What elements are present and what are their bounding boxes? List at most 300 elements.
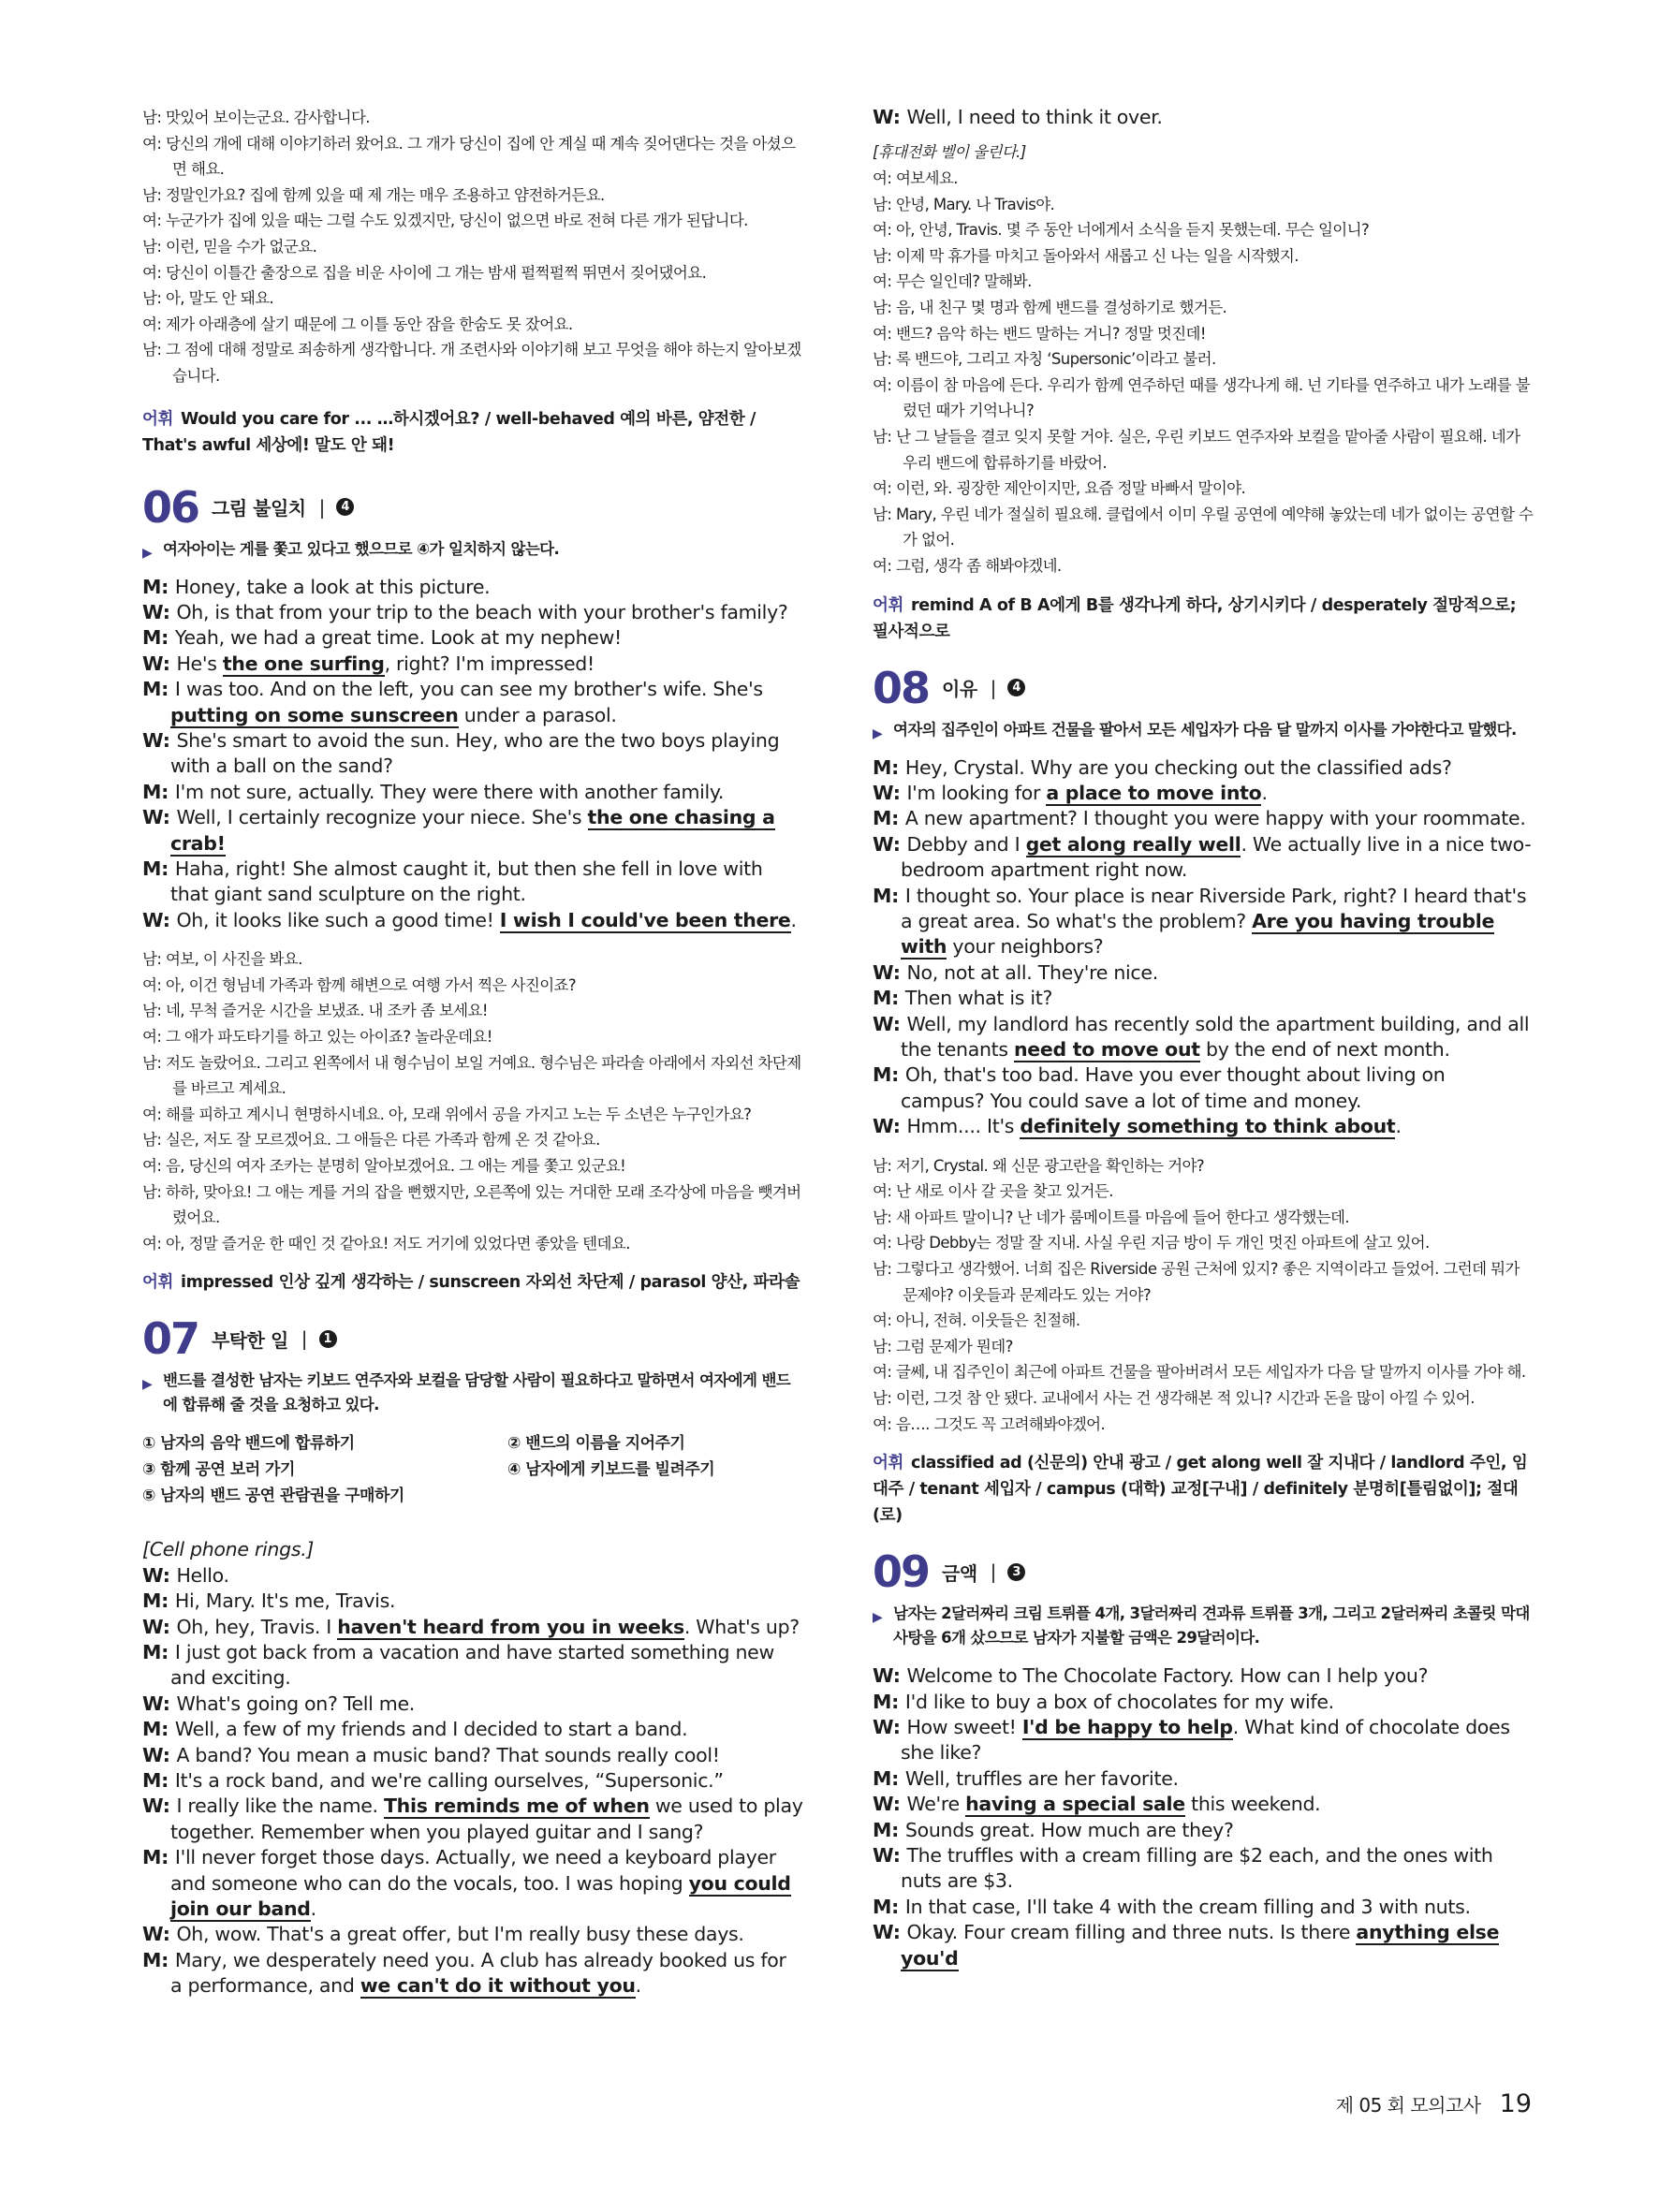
translation-line: 여: 아, 정말 즐거운 한 때인 것 같아요! 저도 거기에 있었다면 좋았을 텐데요.: [142, 1234, 630, 1252]
translation-line: 남: 안녕, Mary. 나 Travis야.: [873, 195, 1055, 213]
speaker-colon: :: [892, 1664, 907, 1688]
explanation-text: 여자아이는 게를 쫓고 있다고 했으므로 ④가 일치하지 않는다.: [163, 539, 560, 558]
vocab-text: classified ad (신문의) 안내 광고 / get along well 잘 지내다 / landlord 주인, 임대주 / tenant 세입자 / campus (대학) 교정[구내] / definitely 분명히[틀림없이]; 절대(로): [873, 1454, 1528, 1526]
explanation-text: 밴드를 결성한 남자는 키보드 연주자와 보컬을 담당할 사람이 필요하다고 말하면서 여자에게 밴드에 합류해 줄 것을 요청하고 있다.: [163, 1371, 791, 1414]
dialogue-text: Well, I need to think it over.: [906, 106, 1163, 128]
dialogue-text: Oh, is that from your trip to the beach with your brother's family?: [176, 600, 788, 623]
speaker-label: W: [142, 1923, 163, 1946]
translation-line: 남: 실은, 저도 잘 모르겠어요. 그 애들은 다른 가족과 함께 온 것 같아요.: [142, 1131, 600, 1150]
dialogue-text: I'm looking for: [906, 781, 1047, 804]
footer-title: 제 05 회 모의고사: [1335, 2094, 1481, 2117]
speaker-colon: :: [891, 1063, 905, 1087]
speaker-label: W: [873, 1115, 893, 1138]
dialogue-text: we used to play together. Remember when you played guitar and I sang?: [170, 1795, 803, 1843]
explanation: [873, 1602, 1534, 1650]
translation-line: 남: 새 아파트 말이니? 난 네가 룸메이트를 마음에 들어 한다고 생각했는데.: [873, 1208, 1350, 1226]
section-title: 부탁한 일: [212, 1328, 288, 1352]
dialogue-text: No, not at all. They're nice.: [906, 960, 1158, 984]
translation-line: 남: 아, 말도 안 돼요.: [142, 289, 274, 308]
speaker-label: W: [142, 908, 163, 931]
translation-line: 남: 정말인가요? 집에 함께 있을 때 제 개는 매우 조용하고 얌전하거든요.: [142, 185, 605, 204]
dialogue-line: [873, 986, 1534, 1011]
dialogue-line: [142, 1794, 803, 1845]
dialogue-text: Debby and I: [906, 832, 1026, 856]
dialogue-line: [873, 1715, 1534, 1766]
dialogue-text: I'll never forget those days. Actually, we need a keyboard player and someone who can do the vocals, too. I was hoping: [170, 1846, 776, 1895]
dialogue-line: [873, 1818, 1534, 1843]
translation-line: 여: 이런, 와. 굉장한 제안이지만, 요즘 정말 바빠서 말이야.: [873, 479, 1246, 498]
dialogue-text: Oh, wow. That's a great offer, but I'm really busy these days.: [176, 1923, 744, 1946]
dialogue-text: Oh, hey, Travis. I: [176, 1615, 338, 1638]
speaker-label: M: [142, 780, 162, 803]
translation-line: 여: 해를 피하고 계시니 현명하시네요. 아, 모래 위에서 공을 가지고 노는 두 소년은 누구인가요?: [142, 1105, 752, 1123]
speaker-label: M: [873, 884, 892, 907]
answer-badge: 4: [1007, 679, 1025, 696]
triangle-icon: ▶: [142, 545, 153, 561]
translation-line: 여: 아, 안녕, Travis. 몇 주 동안 너에게서 소식을 듣지 못했는데. 무슨 일이니?: [873, 221, 1370, 240]
translation-line: 남: 저도 놀랐어요. 그리고 왼쪽에서 내 형수님이 보일 거예요. 형수님은 파라솔 아래에서 자외선 차단제를 바르고 계세요.: [142, 1053, 801, 1098]
dialogue-text: .: [1261, 781, 1268, 804]
dialogue-08: [873, 755, 1534, 1140]
speaker-label: M: [142, 575, 162, 598]
section-title: 금액: [942, 1561, 977, 1585]
speaker-colon: :: [162, 1743, 177, 1766]
dialogue-text: Okay. Four cream filling and three nuts. Is there: [906, 1921, 1357, 1944]
left-column: [142, 105, 803, 2000]
dialogue-text: I thought so. Your place is near Riverside Park, right? I heard that's a great area. So what's the problem?: [901, 884, 1527, 932]
section-06-header: [142, 481, 803, 534]
speaker-colon: :: [891, 755, 905, 779]
dialogue-text: .: [790, 908, 797, 931]
dialogue-line: [873, 1663, 1534, 1689]
translation-line: 남: 그 점에 대해 정말로 죄송하게 생각합니다. 개 조련사와 이야기해 보고 무엇을 해야 하는지 알아보겠습니다.: [142, 341, 801, 385]
speaker-colon: :: [161, 575, 175, 598]
speaker-colon: :: [892, 1715, 907, 1738]
speaker-label: M: [142, 1640, 162, 1663]
section-number: 07: [142, 1313, 199, 1365]
speaker-label: M: [142, 1718, 162, 1741]
speaker-colon: :: [162, 1615, 177, 1638]
key-expression: a place to move into: [1046, 781, 1262, 804]
dialogue-line: [873, 1843, 1534, 1895]
speaker-label: M: [142, 1846, 162, 1869]
speaker-colon: :: [891, 807, 905, 830]
key-expression: haven't heard from you in weeks: [337, 1615, 684, 1638]
vocab-07: [873, 593, 1534, 645]
vocab-08: [873, 1450, 1534, 1529]
speaker-colon: :: [161, 626, 175, 650]
speaker-colon: :: [162, 1795, 177, 1818]
section-number: 09: [873, 1546, 930, 1598]
speaker-label: W: [873, 1664, 893, 1688]
dialogue-line: [142, 1717, 803, 1742]
speaker-colon: :: [891, 1766, 905, 1790]
section-09-header: [873, 1545, 1534, 1598]
speaker-label: M: [142, 678, 162, 701]
dialogue-line: [142, 780, 803, 805]
dialogue-text: . What's up?: [683, 1615, 800, 1638]
dialogue-text: . What kind of chocolate does she like?: [901, 1715, 1510, 1765]
key-expression: the one surfing: [222, 652, 385, 675]
speaker-label: W: [873, 781, 893, 804]
vocab-text: Would you care for ... …하시겠어요? / well-behaved 예의 바른, 얌전한 / That's awful 세상에! 말도 안 돼!: [142, 409, 756, 455]
key-expression: anything else you'd: [901, 1921, 1500, 1970]
speaker-colon: :: [892, 1012, 907, 1035]
dialogue-text: She's smart to avoid the sun. Hey, who are the two boys playing with a ball on the sand?: [170, 728, 780, 778]
dialogue-text: Mary, we desperately need you. A club has already booked us for a performance, and: [170, 1948, 786, 1998]
key-expression: I wish I could've been there: [499, 908, 791, 931]
translation-line: 여: 누군가가 집에 있을 때는 그럴 수도 있겠지만, 당신이 없으면 바로 전혀 다른 개가 된답니다.: [142, 212, 748, 230]
dialogue-text: under a parasol.: [458, 703, 617, 726]
speaker-label: W: [142, 1563, 163, 1587]
key-expression: definitely something to think about: [1020, 1115, 1396, 1138]
dialogue-line: [873, 806, 1534, 831]
dialogue-text: We're: [906, 1793, 966, 1816]
kr-06: [142, 946, 803, 1256]
key-expression: having a special sale: [965, 1793, 1185, 1816]
dialogue-line: [873, 1895, 1534, 1920]
translation-line: 남: 난 그 날들을 결코 잊지 못할 거야. 실은, 우린 키보드 연주자와 보컬을 맡아줄 사람이 필요해. 네가 우리 밴드에 합류하기를 바랐어.: [873, 427, 1520, 472]
divider: |: [318, 495, 326, 519]
dialogue-text: It's a rock band, and we're calling ourselves, “Supersonic.”: [174, 1769, 724, 1792]
dialogue-line: [142, 677, 803, 728]
speaker-colon: :: [161, 1589, 175, 1613]
dialogue-line: [142, 1743, 803, 1768]
dialogue-line: [142, 1768, 803, 1794]
translation-line: 남: 저기, Crystal. 왜 신문 광고란을 확인하는 거야?: [873, 1156, 1204, 1175]
dialogue-text: Well, my landlord has recently sold the apartment building, and all the tenants: [901, 1012, 1530, 1061]
divider: |: [990, 676, 997, 699]
speaker-colon: :: [891, 1690, 905, 1713]
dialogue-line: [142, 1845, 803, 1922]
vocab-label: 어휘: [873, 595, 904, 615]
speaker-label: M: [873, 755, 892, 779]
translation-line: 여: 무슨 일인데? 말해봐.: [873, 272, 1032, 291]
dialogue-text: .: [1395, 1115, 1402, 1138]
translation-line: 남: 그렇다고 생각했어. 너희 집은 Riverside 공원 근처에 있지? 좋은 지역이라고 들었어. 그런데 뭐가 문제야? 이웃들과 문제라도 있는 거야?: [873, 1259, 1520, 1304]
speaker-label: M: [873, 1895, 892, 1918]
key-expression: get along really well: [1025, 832, 1241, 856]
kr-07: [873, 166, 1534, 579]
translation-line: 남: 록 밴드야, 그리고 자칭 ‘Supersonic’이라고 불러.: [873, 350, 1216, 369]
dialogue-line: [873, 884, 1534, 960]
dialogue-09: [873, 1663, 1534, 1971]
translation-line: 여: 당신이 이틀간 출장으로 집을 비운 사이에 그 개는 밤새 펄쩍펄쩍 뛰면서 짖어댔어요.: [142, 263, 707, 282]
speaker-colon: :: [892, 1793, 907, 1816]
speaker-label: W: [142, 806, 163, 829]
speaker-colon: :: [161, 1640, 175, 1663]
translation-line: 남: 이런, 믿을 수가 없군요.: [142, 237, 317, 256]
translation-line: 남: 음, 내 친구 몇 명과 함께 밴드를 결성하기로 했거든.: [873, 298, 1227, 316]
speaker-label: M: [873, 1818, 892, 1841]
dialogue-text: A new apartment? I thought you were happy with your roommate.: [904, 807, 1526, 830]
speaker-label: W: [873, 106, 893, 128]
dialogue-text: Oh, that's too bad. Have you ever thought about living on campus? You could save a lot of time and money.: [901, 1063, 1446, 1112]
dialogue-text: A band? You mean a music band? That sounds really cool!: [176, 1743, 720, 1766]
speaker-colon: :: [892, 781, 907, 804]
dialogue-text: Hmm.... It's: [906, 1115, 1021, 1138]
translation-line: 남: Mary, 우린 네가 절실히 필요해. 클럽에서 이미 우릴 공연에 예약해 놓았는데 네가 없이는 공연할 수가 없어.: [873, 505, 1534, 549]
right-column: [873, 105, 1534, 1971]
option: ① 남자의 음악 밴드에 합류하기: [142, 1434, 355, 1454]
speaker-label: W: [142, 1615, 163, 1638]
speaker-label: W: [873, 1012, 893, 1035]
speaker-colon: :: [162, 806, 177, 829]
dialogue-text: .: [635, 1974, 641, 1998]
translation-line: 남: 네, 무척 즐거운 시간을 보냈죠. 내 조카 좀 보세요!: [142, 1002, 488, 1020]
vocab-text: impressed 인상 깊게 생각하는 / sunscreen 자외선 차단제 / parasol 양산, 파라솔: [181, 1273, 800, 1293]
section-08-header: [873, 662, 1534, 714]
key-expression: This reminds me of when: [383, 1795, 650, 1818]
speaker-colon: :: [162, 600, 177, 623]
speaker-colon: :: [892, 832, 907, 856]
translation-line: 여: 난 새로 이사 갈 곳을 찾고 있거든.: [873, 1182, 1113, 1201]
dialogue-text: He's: [176, 652, 223, 675]
dialogue-line: [142, 625, 803, 651]
dialogue-line: [873, 1920, 1534, 1971]
dialogue-text: Yeah, we had a great time. Look at my nephew!: [174, 626, 622, 650]
translation-line: 남: 이런, 그것 참 안 됐다. 교내에서 사는 건 생각해본 적 있니? 시간과 돈을 많이 아낄 수 있어.: [873, 1388, 1475, 1407]
dialogue-text: Hello.: [176, 1563, 229, 1587]
speaker-label: M: [873, 1766, 892, 1790]
dialogue-line: [873, 1766, 1534, 1792]
vocab-label: 어휘: [873, 1454, 904, 1473]
dialogue-line: [873, 1114, 1534, 1139]
translation-line: 여: 그럼, 생각 좀 해봐야겠네.: [873, 556, 1062, 575]
speaker-colon: :: [891, 1818, 905, 1841]
dialogue-text: In that case, I'll take 4 with the cream filling and 3 with nuts.: [904, 1895, 1471, 1918]
dialogue-line: [873, 755, 1534, 781]
dialogue-text: Sounds great. How much are they?: [904, 1818, 1234, 1841]
translation-line: 남: 여보, 이 사진을 봐요.: [142, 950, 302, 969]
speaker-label: W: [142, 600, 163, 623]
speaker-label: W: [142, 652, 163, 675]
speaker-label: M: [142, 1769, 162, 1792]
speaker-colon: :: [162, 728, 177, 752]
translation-line: 여: 밴드? 음악 하는 밴드 말하는 거니? 정말 멋진데!: [873, 324, 1206, 343]
dialogue-line: [142, 652, 803, 677]
dialogue-text: Haha, right! She almost caught it, but then she fell in love with that giant sand sculpture on the right.: [170, 857, 763, 906]
dialogue-line: [873, 1690, 1534, 1715]
triangle-icon: ▶: [873, 725, 883, 741]
page-footer: [1336, 2089, 1532, 2118]
explanation: [142, 537, 803, 562]
dialogue-text: Oh, it looks like such a good time!: [176, 908, 500, 931]
speaker-label: M: [142, 857, 162, 880]
dialogue-07-cont: [873, 105, 1534, 130]
speaker-colon: :: [892, 1843, 907, 1867]
speaker-label: M: [142, 1589, 162, 1613]
speaker-label: W: [873, 1843, 893, 1867]
dialogue-text: Well, truffles are her favorite.: [904, 1766, 1179, 1790]
speaker-label: W: [142, 1692, 163, 1715]
answer-badge: 3: [1007, 1563, 1025, 1581]
speaker-label: M: [142, 626, 162, 650]
option: ④ 남자에게 키보드를 빌려주기: [507, 1460, 715, 1480]
kr-08: [873, 1153, 1534, 1438]
speaker-colon: :: [891, 884, 905, 907]
dialogue-line: [873, 1012, 1534, 1063]
dialogue-text: Welcome to The Chocolate Factory. How can I help you?: [906, 1664, 1429, 1688]
dialogue-line: [873, 1792, 1534, 1817]
key-expression: Are you having trouble with: [901, 909, 1495, 959]
dialogue-line: [142, 1589, 803, 1614]
answer-badge: 1: [319, 1330, 337, 1348]
dialogue-07: [142, 1563, 803, 2000]
dialogue-text: I'd like to buy a box of chocolates for my wife.: [904, 1690, 1334, 1713]
translation-line: 여: 당신의 개에 대해 이야기하러 왔어요. 그 개가 당신이 집에 안 계실 때 계속 짖어댄다는 것을 아셨으면 해요.: [142, 134, 796, 179]
dialogue-line: [142, 1922, 803, 1947]
dialogue-line: [142, 1948, 803, 2000]
answer-options: [142, 1430, 803, 1509]
speaker-label: M: [142, 1948, 162, 1971]
dialogue-line: [142, 1615, 803, 1640]
translation-line: 여: 여보세요.: [873, 169, 958, 187]
divider: |: [990, 1560, 997, 1584]
key-expression: we can't do it without you: [360, 1974, 636, 1998]
dialogue-line: [873, 960, 1534, 986]
divider: |: [301, 1327, 308, 1351]
speaker-colon: :: [891, 1895, 905, 1918]
option: ② 밴드의 이름을 지어주기: [507, 1434, 685, 1454]
speaker-colon: :: [161, 1718, 175, 1741]
dialogue-text: Hey, Crystal. Why are you checking out the classified ads?: [904, 755, 1452, 779]
translation-line: 여: 아니, 전혀. 이웃들은 친절해.: [873, 1311, 1080, 1330]
speaker-colon: :: [161, 780, 175, 803]
translation-line: 남: 그럼 문제가 뭔데?: [873, 1337, 1013, 1355]
dialogue-text: Hi, Mary. It's me, Travis.: [174, 1589, 396, 1613]
dialogue-line: [873, 1062, 1534, 1114]
triangle-icon: ▶: [873, 1610, 883, 1626]
key-expression: putting on some sunscreen: [170, 703, 459, 726]
dialogue-line: [873, 781, 1534, 806]
dialogue-text: How sweet!: [906, 1715, 1022, 1738]
translation-line: 여: 음…. 그것도 꼭 고려해봐야겠어.: [873, 1414, 1106, 1433]
dialogue-line: [873, 105, 1534, 130]
speaker-colon: :: [161, 1769, 175, 1792]
dialogue-06: [142, 575, 803, 934]
speaker-colon: :: [161, 1846, 175, 1869]
speaker-label: W: [873, 1793, 893, 1816]
dialogue-text: I just got back from a vacation and have started something new and exciting.: [170, 1640, 774, 1690]
explanation-text: 남자는 2달러짜리 크림 트뤼플 4개, 3달러짜리 견과류 트뤼플 3개, 그리고 2달러짜리 초콜릿 막대 사탕을 6개 샀으므로 남자가 지불할 금액은 29달러이다.: [893, 1604, 1530, 1648]
dialogue-text: Honey, take a look at this picture.: [174, 575, 491, 598]
dialogue-line: [142, 1692, 803, 1717]
dialogue-text: . We actually live in a nice two-bedroom apartment right now.: [901, 832, 1532, 882]
dialogue-text: I really like the name.: [176, 1795, 384, 1818]
speaker-colon: :: [892, 1115, 907, 1138]
dialogue-line: [142, 575, 803, 600]
option: ③ 함께 공연 보러 가기: [142, 1460, 295, 1480]
speaker-label: W: [873, 1921, 893, 1944]
dialogue-text: .: [310, 1897, 316, 1921]
speaker-label: M: [873, 1690, 892, 1713]
translation-line: 여: 음, 당신의 여자 조카는 분명히 알아보겠어요. 그 애는 게를 쫓고 있군요!: [142, 1156, 626, 1175]
dialogue-line: [142, 728, 803, 780]
dialogue-text: I'm not sure, actually. They were there with another family.: [174, 780, 725, 803]
kr-top: [142, 105, 803, 389]
dialogue-line: [142, 600, 803, 625]
translation-line: 여: 아, 이건 형님네 가족과 함께 해변으로 여행 가서 찍은 사진이죠?: [142, 975, 577, 994]
speaker-label: M: [873, 1063, 892, 1087]
dialogue-line: [142, 1563, 803, 1589]
vocab-label: 어휘: [142, 1273, 174, 1293]
key-expression: the one chasing a crab!: [170, 806, 775, 855]
speaker-colon: :: [161, 678, 175, 701]
dialogue-line: [142, 857, 803, 908]
dialogue-text: Well, a few of my friends and I decided to start a band.: [174, 1718, 688, 1741]
dialogue-text: What's going on? Tell me.: [176, 1692, 415, 1715]
dialogue-line: [142, 1640, 803, 1692]
dialogue-line: [142, 805, 803, 857]
dialogue-text: , right? I'm impressed!: [384, 652, 595, 675]
answer-badge: 4: [336, 498, 354, 516]
translation-line: 여: 이름이 참 마음에 든다. 우리가 함께 연주하던 때를 생각나게 해. 넌 기타를 연주하고 내가 노래를 불렀던 때가 기억나니?: [873, 375, 1531, 420]
stage-direction: [Cell phone rings.]: [142, 1538, 315, 1561]
section-title: 이유: [942, 678, 977, 700]
dialogue-line: [873, 832, 1534, 884]
speaker-colon: :: [162, 1923, 177, 1946]
key-expression: you could join our band: [170, 1871, 791, 1921]
key-expression: need to move out: [1014, 1037, 1200, 1061]
vocab-06: [142, 1269, 803, 1296]
speaker-colon: :: [162, 652, 177, 675]
explanation-text: 여자의 집주인이 아파트 건물을 팔아서 모든 세입자가 다음 달 말까지 이사를 가야한다고 말했다.: [893, 720, 1517, 739]
explanation: [873, 718, 1534, 742]
kr-stage-direction: [휴대전화 벨이 울린다.]: [873, 143, 1026, 162]
translation-line: 남: 이제 막 휴가를 마치고 돌아와서 새롭고 신 나는 일을 시작했지.: [873, 246, 1299, 265]
translation-line: 남: 하하, 맞아요! 그 애는 게를 거의 잡을 뻔했지만, 오른쪽에 있는 거대한 모래 조각상에 마음을 뺏겨버렸어요.: [142, 1182, 801, 1227]
speaker-colon: :: [161, 1948, 175, 1971]
dialogue-text: this weekend.: [1184, 1793, 1321, 1816]
vocab-05: [142, 406, 803, 459]
section-number: 06: [142, 481, 199, 533]
vocab-text: remind A of B A에게 B를 생각나게 하다, 상기시키다 / desperately 절망적으로; 필사적으로: [873, 595, 1517, 641]
speaker-colon: :: [892, 1921, 907, 1944]
speaker-colon: :: [891, 987, 905, 1010]
speaker-label: M: [873, 987, 892, 1010]
section-title: 그림 불일치: [212, 497, 306, 520]
speaker-colon: :: [161, 857, 175, 880]
speaker-colon: :: [162, 1563, 177, 1587]
speaker-colon: :: [162, 908, 177, 931]
translation-line: 여: 나랑 Debby는 정말 잘 지내. 사실 우린 지금 방이 두 개인 멋진 아파트에 살고 있어.: [873, 1234, 1430, 1252]
speaker-label: W: [142, 1743, 163, 1766]
speaker-colon: :: [892, 960, 907, 984]
page-number: 19: [1499, 2089, 1532, 2118]
speaker-label: W: [873, 1715, 893, 1738]
speaker-label: M: [873, 807, 892, 830]
dialogue-text: The truffles with a cream filling are $2 each, and the ones with nuts are $3.: [901, 1843, 1493, 1893]
speaker-colon: :: [162, 1692, 177, 1715]
section-07-header: [142, 1312, 803, 1365]
speaker-label: W: [873, 832, 893, 856]
triangle-icon: ▶: [142, 1377, 153, 1393]
speaker-label: W: [142, 728, 163, 752]
translation-line: 여: 그 애가 파도타기를 하고 있는 아이죠? 놀라운데요!: [142, 1028, 492, 1046]
dialogue-text: Well, I certainly recognize your niece. She's: [176, 806, 588, 829]
vocab-label: 어휘: [142, 409, 174, 429]
dialogue-text: by the end of next month.: [1199, 1037, 1450, 1061]
section-number: 08: [873, 662, 930, 713]
dialogue-text: Then what is it?: [904, 987, 1053, 1010]
translation-line: 여: 글쎄, 내 집주인이 최근에 아파트 건물을 팔아버려서 모든 세입자가 다음 달 말까지 이사를 가야 해.: [873, 1363, 1526, 1382]
translation-line: 여: 제가 아래층에 살기 때문에 그 이틀 동안 잠을 한숨도 못 잤어요.: [142, 315, 573, 333]
speaker-colon: :: [892, 106, 907, 128]
dialogue-line: [142, 908, 803, 933]
dialogue-text: your neighbors?: [947, 935, 1104, 959]
translation-line: 남: 맛있어 보이는군요. 감사합니다.: [142, 109, 370, 126]
